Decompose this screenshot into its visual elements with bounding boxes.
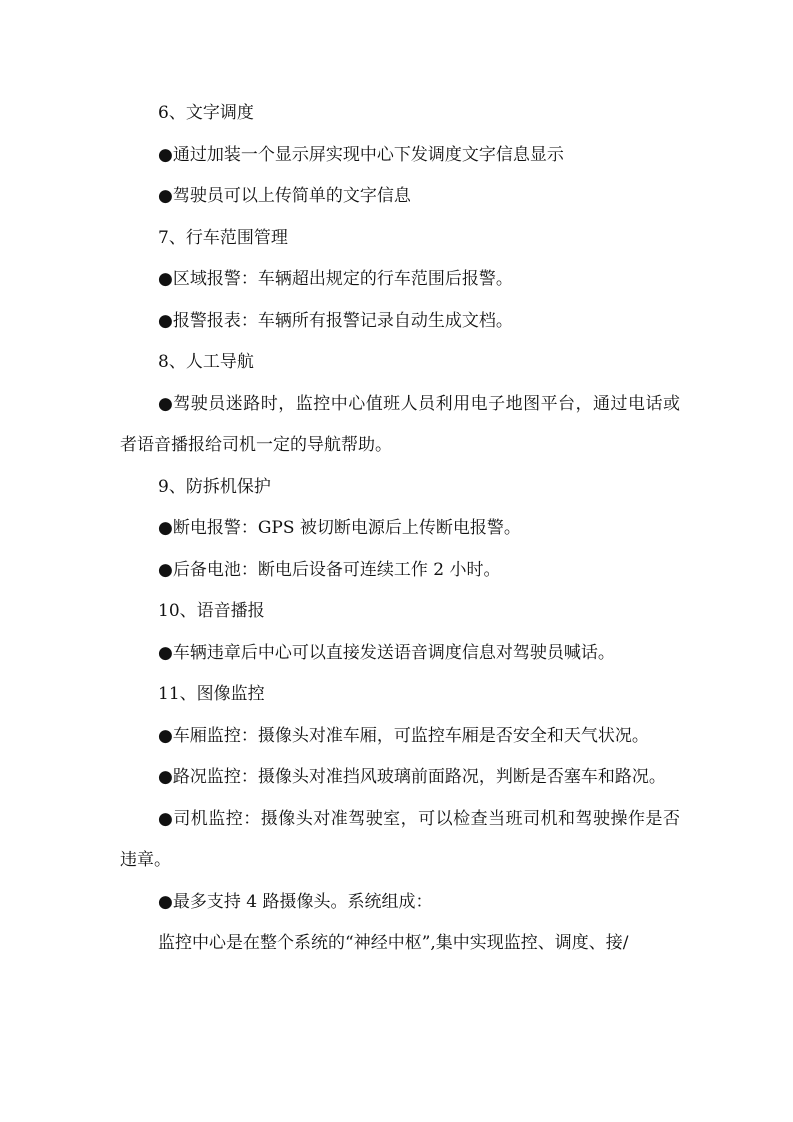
bullet-driver-upload-text: ●驾驶员可以上传简单的文字信息 [158,186,411,206]
bullet-display-screen: ●通过加装一个显示屏实现中心下发调度文字信息显示 [158,144,564,165]
paragraph-monitoring-center: 监控中心是在整个系统的“神经中枢”,集中实现监控、调度、接/ [158,933,629,953]
bullet-backup-battery: ●后备电池：断电后设备可连续工作 2 小时。 [158,559,501,580]
bullet-alarm-report: ●报警报表：车辆所有报警记录自动生成文档。 [158,310,513,331]
section-heading-text-dispatch: 6、文字调度 [158,103,254,123]
bullet-camera-support: ●最多支持 4 路摄像头。系统组成： [158,891,433,912]
section-heading-voice-broadcast: 10、语音播报 [158,601,265,621]
section-heading-manual-navigation: 8、人工导航 [158,352,254,372]
section-heading-anti-tamper: 9、防拆机保护 [158,476,271,497]
bullet-driver-monitoring: ●司机监控：摄像头对准驾驶室，可以检查当班司机和驾驶操作是否违章。 [120,808,680,870]
bullet-carriage-monitoring: ●车厢监控：摄像头对准车厢，可监控车厢是否安全和天气状况。 [158,725,649,746]
bullet-lost-driver-help: ●驾驶员迷路时，监控中心值班人员利用电子地图平台，通过电话或者语音播报给司机一定的导航帮助。 [120,393,680,455]
bullet-voice-dispatch: ●车辆违章后中心可以直接发送语音调度信息对驾驶员喊话。 [158,642,615,663]
section-heading-driving-range: 7、行车范围管理 [158,227,288,248]
bullet-road-monitoring: ●路况监控：摄像头对准挡风玻璃前面路况，判断是否塞车和路况。 [158,767,666,787]
section-heading-image-monitoring: 11、图像监控 [158,684,265,704]
document-body [120,93,680,965]
bullet-area-alarm: ●区域报警：车辆超出规定的行车范围后报警。 [158,269,513,289]
bullet-power-cut-alarm: ●断电报警：GPS 被切断电源后上传断电报警。 [158,518,521,538]
